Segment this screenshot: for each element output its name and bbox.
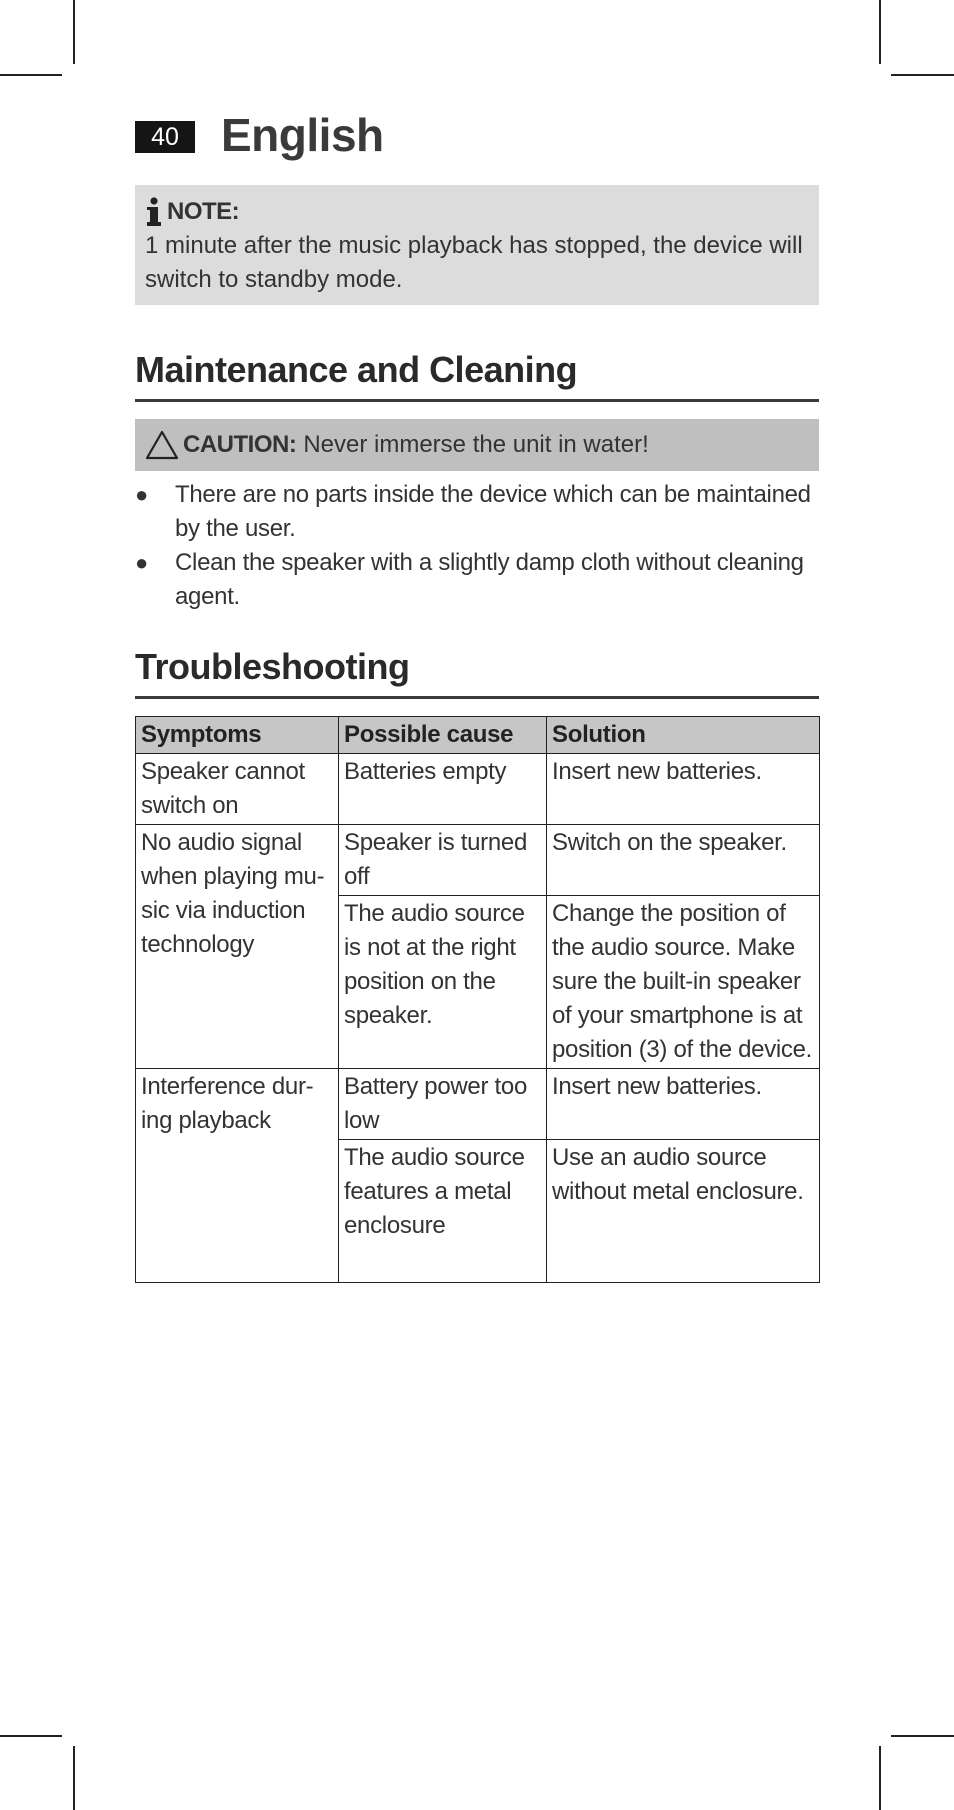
symptom-cell: Interference dur-ing playback (136, 1069, 339, 1283)
troubleshooting-title: Troubleshooting (135, 646, 819, 699)
crop-mark (0, 74, 62, 76)
header-symptoms: Symptoms (136, 717, 339, 754)
warning-triangle-icon (145, 429, 179, 461)
note-heading (145, 195, 809, 229)
crop-mark (879, 0, 881, 64)
maintenance-list (135, 478, 819, 614)
cause-cell: The audio source features a metal enclosure (339, 1140, 547, 1283)
caution-label: CAUTION: (183, 431, 297, 458)
caution-text: Never immerse the unit in water! (303, 431, 649, 458)
crop-mark (891, 74, 954, 76)
crop-mark (879, 1746, 881, 1810)
list-item (135, 546, 819, 614)
symptom-cell: Speaker cannot switch on (136, 754, 339, 825)
solution-cell: Insert new batteries. (547, 1069, 820, 1140)
maintenance-title: Maintenance and Cleaning (135, 349, 819, 402)
solution-cell: Switch on the speaker. (547, 825, 820, 896)
cause-cell: Batteries empty (339, 754, 547, 825)
crop-mark (73, 0, 75, 64)
solution-cell: Change the position of the audio source. Make sure the built-in speaker of your smartphone is at position (3) of the device. (547, 896, 820, 1069)
header-possible-cause: Possible cause (339, 717, 547, 754)
troubleshooting-table (135, 716, 820, 1283)
list-item-text: There are no parts inside the device which can be maintained by the user. (175, 481, 811, 542)
note-label: NOTE: (167, 198, 240, 225)
note-box (135, 185, 819, 305)
cause-cell: Battery power too low (339, 1069, 547, 1140)
cause-cell: The audio source is not at the right position on the speaker. (339, 896, 547, 1069)
crop-mark (891, 1735, 954, 1737)
caution-box (135, 419, 819, 471)
table-row (136, 1069, 820, 1140)
bullet-dot: ● (135, 482, 148, 507)
table-row (136, 754, 820, 825)
header-solution: Solution (547, 717, 820, 754)
language-title: English (221, 109, 384, 161)
list-item-text: Clean the speaker with a slightly damp cloth without cleaning agent. (175, 549, 804, 610)
crop-mark (73, 1746, 75, 1810)
note-text: 1 minute after the music playback has stopped, the device will switch to standby mode. (145, 232, 803, 293)
crop-mark (0, 1735, 62, 1737)
solution-cell: Use an audio source without metal enclosure. (547, 1140, 820, 1283)
list-item (135, 478, 819, 546)
symptom-cell: No audio signal when playing mu-sic via induction technology (136, 825, 339, 1069)
cause-cell: Speaker is turned off (339, 825, 547, 896)
page-header (135, 110, 819, 160)
solution-cell: Insert new batteries. (547, 754, 820, 825)
page-number: 40 (135, 121, 195, 153)
table-header-row (136, 717, 820, 754)
table-row (136, 825, 820, 896)
bullet-dot: ● (135, 550, 148, 575)
info-icon (145, 197, 163, 227)
manual-page (135, 110, 819, 1283)
